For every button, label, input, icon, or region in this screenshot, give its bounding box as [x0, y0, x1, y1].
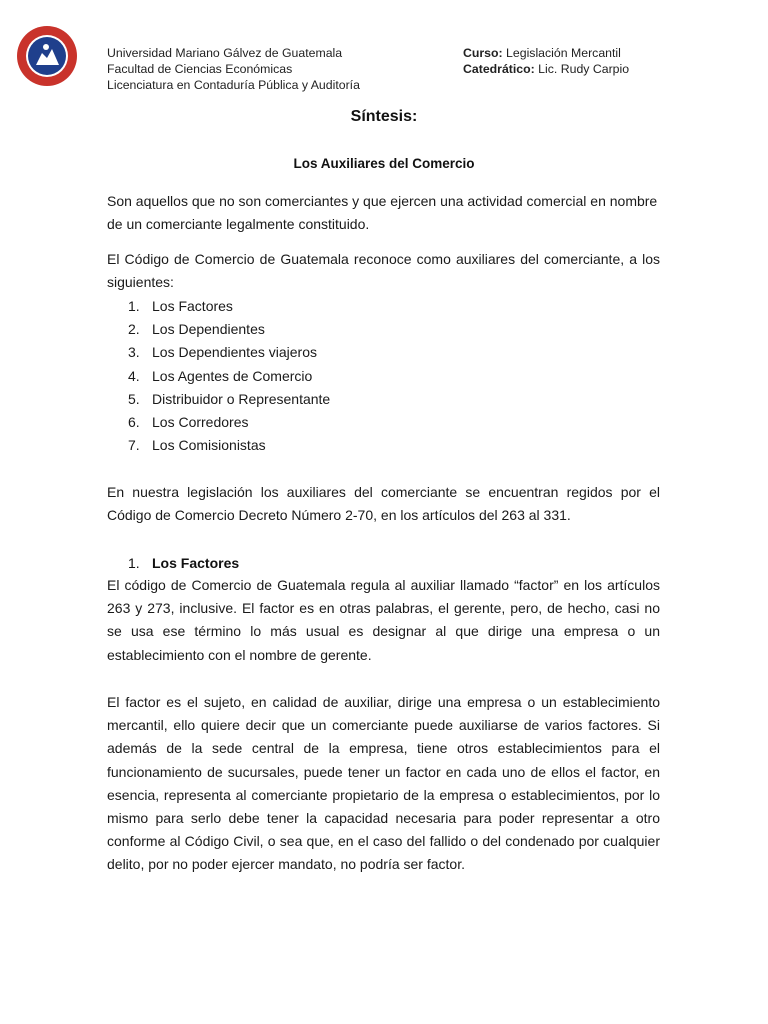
university-logo [16, 25, 78, 87]
header-course-info [463, 45, 629, 77]
teacher-label: Catedrático: [463, 62, 535, 76]
legislation-paragraph: En nuestra legislación los auxiliares del comerciante se encuentran regidos por el Código de Comercio Decreto Número 2-70, en los artículos del 263 al 331. [107, 484, 660, 524]
list-item: 5. Distribuidor o Representante [128, 390, 331, 407]
teacher-line [463, 61, 629, 77]
list-item: 3. Los Dependientes viajeros [128, 344, 317, 361]
document-subtitle: Los Auxiliares del Comercio [293, 156, 475, 171]
course-line [463, 45, 629, 61]
list-item: 2. Los Dependientes [128, 321, 265, 338]
document-title: Síntesis: [350, 108, 418, 125]
section-title: Los Factores [152, 555, 240, 571]
university-name: Universidad Mariano Gálvez de Guatemala [107, 46, 343, 60]
faculty-name: Facultad de Ciencias Económicas [107, 62, 293, 76]
course-label: Curso: [463, 46, 503, 60]
section-number: 1. [128, 555, 140, 571]
teacher-value: Lic. Rudy Carpio [538, 62, 630, 76]
section-heading-factores [128, 552, 239, 575]
factores-paragraph-2: El factor es el sujeto, en calidad de auxiliar, dirige una empresa o un establecimiento mercantil, ello quiere decir que un comerciante puede auxiliarse de varios factores. Si además de la sede central de la empresa, tiene otros establecimientos para el funcionamiento de sucursales, puede tener un factor en cada uno de ellos el factor, en esencia, representa al comerciante propietario de la empresa o establecimientos, por lo mismo para serlo debe tener la capacidad necesaria para poder representar a otro conforme al Código Civil, o sea que, en el caso del fallido o del condenado por cualquier delito, por no poder ejercer mandato, no podría ser factor. [107, 694, 660, 873]
code-intro-paragraph: El Código de Comercio de Guatemala reconoce como auxiliares del comerciante, a los siguientes: [107, 251, 660, 291]
header-institution [107, 45, 360, 93]
factores-paragraph-1: El código de Comercio de Guatemala regula al auxiliar llamado “factor” en los artículos 263 y 273, inclusive. El factor es en otras palabras, el gerente, pero, de hecho, casi no se usa ese término lo más usual es designar al que dirige una empresa o un establecimiento con el nombre de gerente. [107, 577, 660, 663]
course-value: Legislación Mercantil [506, 46, 621, 60]
degree-name: Licenciatura en Contaduría Pública y Auditoría [107, 78, 360, 92]
auxiliaries-list [128, 295, 330, 457]
list-item: 4. Los Agentes de Comercio [128, 367, 313, 384]
list-item: 1. Los Factores [128, 298, 233, 314]
list-item: 7. Los Comisionistas [128, 437, 266, 454]
intro-paragraph: Son aquellos que no son comerciantes y que ejercen una actividad comercial en nombre de un comerciante legalmente constituido. [107, 193, 658, 233]
list-item: 6. Los Corredores [128, 414, 249, 431]
